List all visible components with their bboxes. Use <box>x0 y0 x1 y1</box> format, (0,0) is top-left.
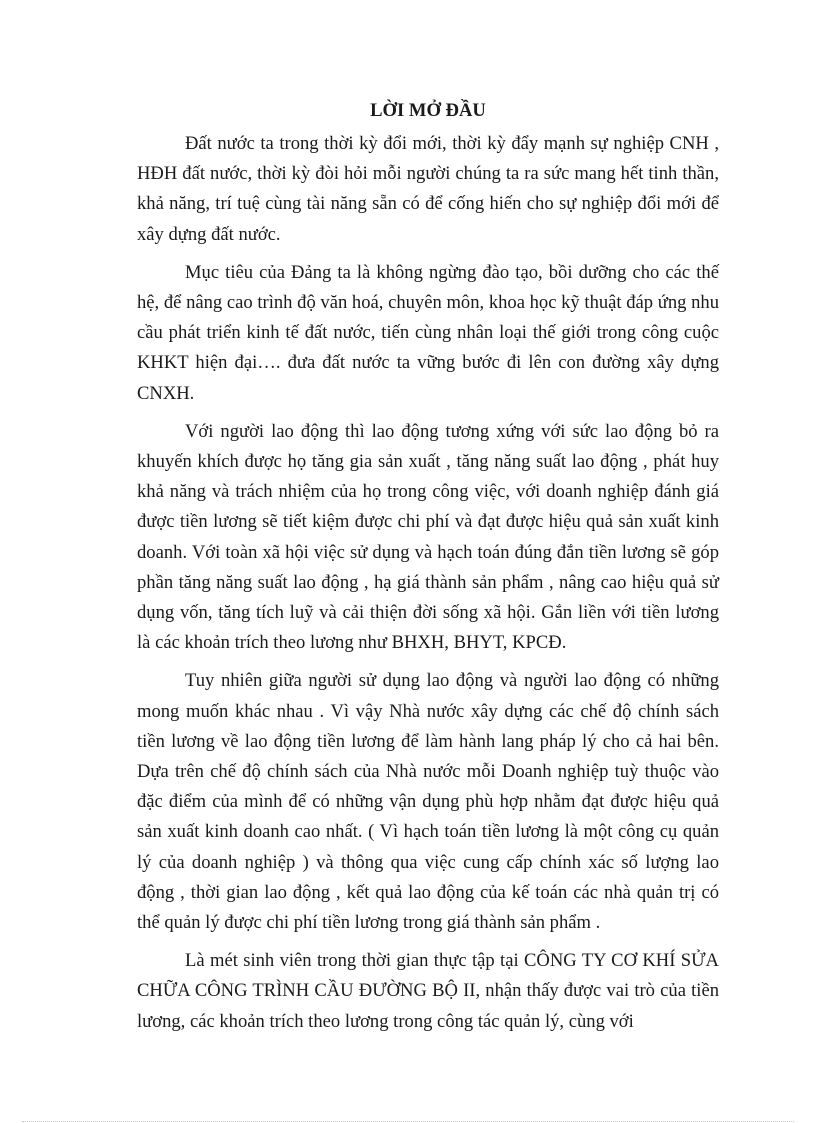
paragraph-2: Mục tiêu của Đảng ta là không ngừng đào tạo, bồi dưỡng cho các thế hệ, để nâng cao trình độ văn hoá, chuyên môn, khoa học kỹ thuật đáp ứng nhu cầu phát triển kinh tế đất nước, tiến cùng nhân loại thế giới trong công cuộc KHKT hiện đại…. đưa đất nước ta vững bước đi lên con đường xây dựng CNXH. <box>137 261 719 404</box>
paragraph-1: Đất nước ta trong thời kỳ đổi mới, thời kỳ đẩy mạnh sự nghiệp CNH , HĐH đất nước, thời kỳ đòi hỏi mỗi người chúng ta ra sức mang hết tinh thần, khả năng, trí tuệ cùng tài năng sẵn có để cống hiến cho sự nghiệp đổi mới để xây dựng đất nước. <box>137 133 719 245</box>
paragraph-4: Tuy nhiên giữa người sử dụng lao động và người lao động có những mong muốn khác nhau . Vì vậy Nhà nước xây dựng các chế độ chính sách tiền lương về lao động tiền lương để làm hành lang pháp lý cho cả hai bên. Dựa trên chế độ chính sách của Nhà nước mỗi Doanh nghiệp tuỳ thuộc vào đặc điểm của mình để có những vận dụng phù hợp nhằm đạt được hiệu quả sản xuất kinh doanh cao nhất. ( Vì hạch toán tiền lương là một công cụ quản lý của doanh nghiệp ) và thông qua việc cung cấp chính xác số lượng lao động , thời gian lao động , kết quả lao động của kế toán các nhà quản trị có thể quản lý được chi phí tiền lương trong giá thành sản phẩm . <box>137 670 719 934</box>
paragraph-5: Là mét sinh viên trong thời gian thực tập tại CÔNG TY CƠ KHÍ SỬA CHỮA CÔNG TRÌNH CẦU ĐƯỜNG BỘ II, nhận thấy được vai trò của tiền lương, các khoản trích theo lương trong công tác quản lý, cùng với <box>137 950 719 1032</box>
document-body <box>137 96 719 1045</box>
page-bottom-divider <box>22 1121 794 1122</box>
document-title: LỜI MỞ ĐẦU <box>370 100 486 121</box>
paragraph-3: Với người lao động thì lao động tương xứng với sức lao động bỏ ra khuyến khích được họ tăng gia sản xuất , tăng năng suất lao động , phát huy khả năng và trách nhiệm của họ trong công việc, với doanh nghiệp đánh giá được tiền lương sẽ tiết kiệm được chi phí và đạt được hiệu quả sản xuất kinh doanh. Với toàn xã hội việc sử dụng và hạch toán đúng đắn tiền lương sẽ góp phần tăng năng suất lao động , hạ giá thành sản phẩm , nâng cao hiệu quả sử dụng vốn, tăng tích luỹ và cải thiện đời sống xã hội. Gắn liền với tiền lương là các khoản trích theo lương như BHXH, BHYT, KPCĐ. <box>137 420 719 654</box>
